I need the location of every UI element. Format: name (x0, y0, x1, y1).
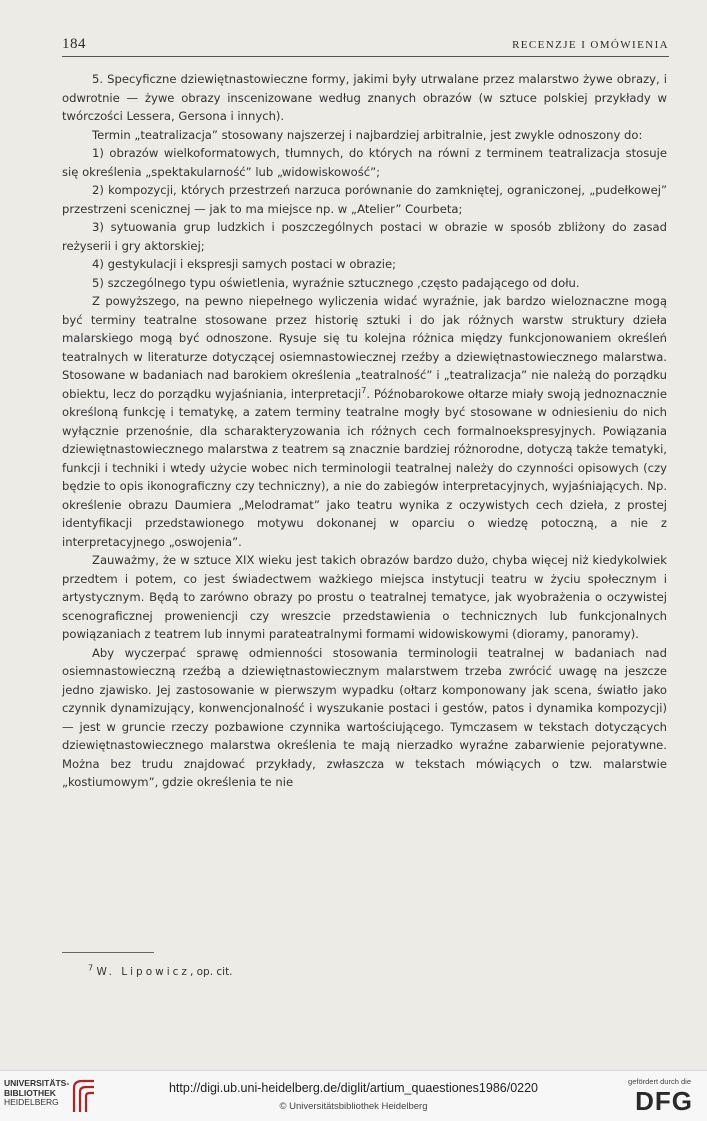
footnote (88, 963, 233, 978)
dfg-logo[interactable]: DFG (635, 1086, 693, 1116)
footnote-divider (62, 952, 154, 953)
library-logo-line3: HEIDELBERG (4, 1097, 59, 1107)
footnote-author: W. Lipowicz (96, 966, 190, 978)
body-text (62, 70, 667, 792)
paragraph: 5. Specyficzne dziewiętnastowieczne formy, jakimi były utrwalane przez malarstwo żywe obrazy, i odwrotnie — żywe obrazy inscenizowane według znanych obrazów (w sztuce polskiej przykłady w twórczości Lessera, Gersona i innych). (62, 72, 667, 123)
permalink-url[interactable]: http://digi.ub.uni-heidelberg.de/diglit/artium_quaestiones1986/0220 (168, 1081, 538, 1095)
page-header (62, 36, 669, 57)
page-number: 184 (62, 36, 86, 52)
paragraph-text: Z powyższego, na pewno niepełnego wyliczenia widać wyraźnie, jak bardzo wieloznaczne mogą być terminy teatralne stosowane przez historię sztuki i do jak różnych warstw struktury dzieła malarskiego mogą być odnoszone. Rysuje się tu kolejna różnica między funkcjonowaniem określeń teatralnych w literaturze dotyczącej osiemnastowiecznej rzeźby a dziewiętnastowiecznego malarstwa. Stosowane w badaniach nad barokiem określenia „teatralność” i „teatralizacja” nie należą do porządku obiektu, lecz do porządku wyjaśniania, interpretacji (62, 294, 667, 401)
list-item: 2) kompozycji, których przestrzeń narzuca porównanie do zamkniętej, ograniczonej, „pudełkowej” przestrzeni scenicznej — jak to ma miejsce np. w „Atelier” Courbeta; (62, 183, 667, 216)
paragraph: Termin „teatralizacja” stosowany najszerzej i najbardziej arbitralnie, jest zwykle odnoszony do: (92, 127, 643, 142)
list-item: 5) szczególnego typu oświetlenia, wyraźnie sztucznego ,często padającego od dołu. (92, 275, 580, 290)
running-head: RECENZJE I OMÓWIENIA (512, 39, 669, 51)
footnote-reference[interactable]: 7 (361, 385, 367, 395)
list-item: 4) gestykulacji i ekspresji samych postaci w obrazie; (92, 257, 396, 271)
footnote-citation: , op. cit. (189, 966, 233, 978)
paragraph (62, 292, 667, 551)
list-item: 3) sytuowania grup ludzkich i poszczególnych postaci w obrazie w sposób zbliżony do zasad reżyserii i gry aktorskiej; (62, 220, 667, 253)
list-item: 1) obrazów wielkoformatowych, tłumnych, do których na równi z terminem teatralizacja stosuje się określenia „spektakularność” lub „widowiskowość”; (62, 146, 667, 179)
viewer-footer (0, 1070, 707, 1121)
paragraph-text-continuation: . Późnobarokowe ołtarze miały swoją jednoznacznie określoną funkcję i tematykę, a zatem terminy teatralne mogły być stosowane w odniesieniu do nich wyłącznie przenośnie, dla scharakteryzowania ich różnych cech formalnoekspresyjnych. Powiązania dziewiętnastowiecznego malarstwa z teatrem są znacznie bardziej różnorodne, dotyczą także tematyki, funkcji i techniki i wtedy użycie wobec nich terminologii teatralnej należy do czynności opisowych (czy będzie to opis ikonograficzny czy techniczny), a nie do zabiegów interpretacyjnych, wyjaśniających. Np. określenie obrazu Daumiera „Melodramat” jako teatru wynika z oczywistych cech dzieła, z prostej identyfikacji przedstawionego motywu dokonanej w oparciu o wiedzę potoczną, a nie z interpretacyjnego „oswojenia”. (62, 386, 668, 549)
paragraph: Aby wyczerpać sprawę odmienności stosowania terminologii teatralnej w badaniach nad osiemnastowieczną rzeźbą a dziewiętnastowiecznym malarstwem trzeba zwrócić uwagę na jeszcze jedno zjawisko. Jej zastosowanie w pierwszym wypadku (ołtarz komponowany jak scena, światło jako czynnik dynamizujący, konwencjonalność i wyszukanie postaci i gestów, patos i dynamika kompozycji) — jest w gruncie rzeczy pozbawione czynnika wartościującego. Tymczasem w tekstach dotyczących dziewiętnastowiecznego malarstwa określenia te mają nierzadko wyraźne zabarwienie pejoratywne. Można bez trudu znajdować przykłady, zwłaszcza w tekstach mówiących o tzw. malarstwie „kostiumowym”, gdzie określenia te nie (62, 645, 667, 789)
paragraph: Zauważmy, że w sztuce XIX wieku jest takich obrazów bardzo dużo, chyba więcej niż kiedykolwiek przedtem i potem, co jest świadectwem ważkiego miejsca instytucji teatru w życiu społecznym i artystycznym. Będą to zarówno obrazy po prostu o teatralnej tematyce, jak wyobrażenia o oczywistej scenograficznej proweniencji czy wreszcie przedstawienia o technicznych lub funkcjonalnych powiązaniach z teatrem lub innymi parateatralnymi formami widowiskowymi (dioramy, panoramy). (62, 553, 667, 641)
library-logo-line2: BIBLIOTHEK (4, 1087, 56, 1098)
footnote-number: 7 (88, 963, 94, 973)
copyright-notice: © Universitätsbibliothek Heidelberg (279, 1101, 428, 1112)
funder-caption: gefördert durch die (628, 1077, 691, 1086)
library-logo-line1: UNIVERSITÄTS- (4, 1078, 70, 1088)
